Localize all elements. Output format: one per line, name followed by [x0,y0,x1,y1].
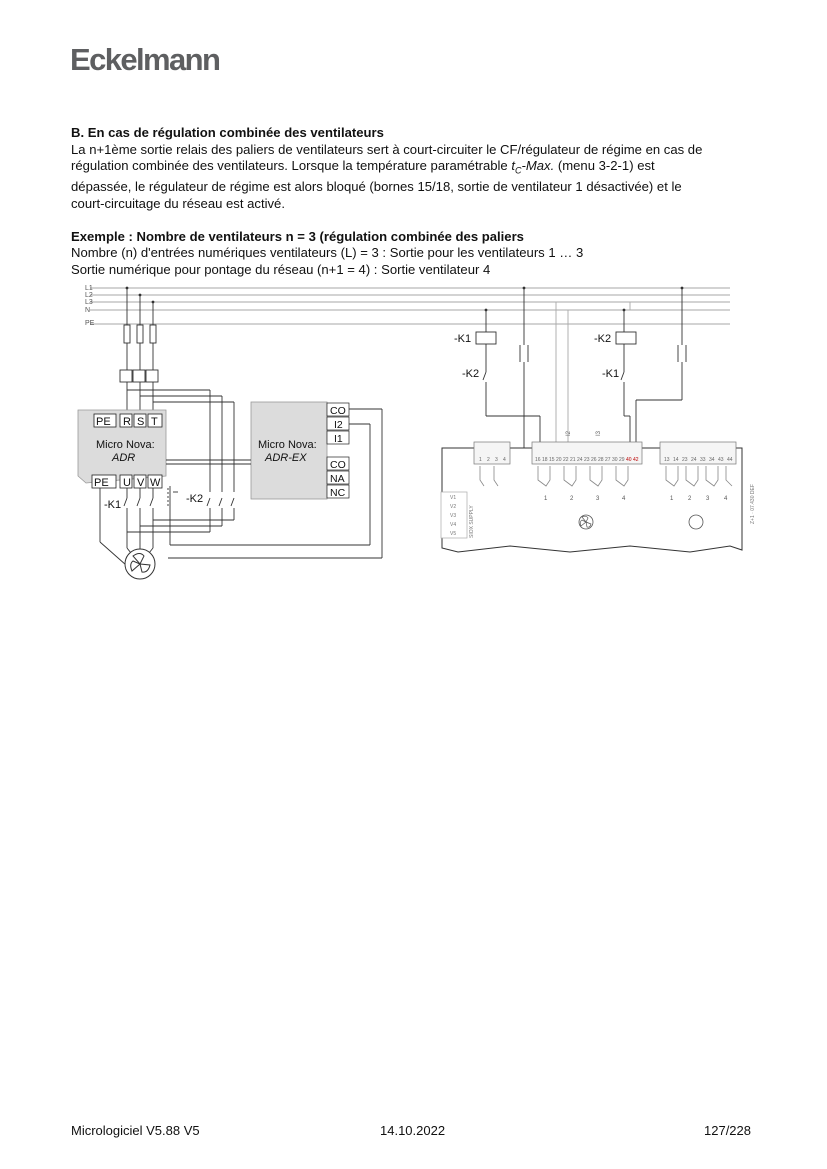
output-number-1: 1 [544,496,548,502]
adrex-model: ADR-EX [265,452,307,464]
eckelmann-logo: Eckelmann [70,42,220,77]
terminal-g1-2: 2 [487,457,490,463]
terminal-g2-18: 18 [542,457,548,463]
terminal-g2-21: 21 [570,457,576,463]
adr-terminal-t: T [151,416,158,428]
output-right-2: 2 [688,496,692,502]
adrex-name: Micro Nova: [258,439,317,451]
adr-terminal-u: U [123,477,131,489]
terminal-g2-23: 23 [584,457,590,463]
terminal-g3-23: 23 [682,457,688,463]
adr-model: ADR [112,452,136,464]
output-right-1: 1 [670,496,674,502]
supply-pin-v5: V5 [450,531,457,537]
supply-pin-v3: V3 [450,513,457,519]
terminal-g1-4: 4 [503,457,506,463]
output-number-2: 2 [570,496,574,502]
terminal-g2-26: 26 [591,457,597,463]
terminal-g2-24: 24 [577,457,583,463]
output-number-3: 3 [596,496,600,502]
adr-name: Micro Nova: [96,439,155,451]
adr-terminal-v: V [137,477,145,489]
terminal-g2-28: 28 [598,457,604,463]
wiring-diagram [70,280,760,590]
example-line-1: Nombre (n) d'entrées numériques ventilateurs (L) = 3 : Sortie pour les ventilateurs 1 … 3 [71,245,584,261]
output-right-4: 4 [724,496,728,502]
param-subscript: C [515,165,522,176]
terminal-g2-20: 20 [556,457,562,463]
terminal-g2-30: 30 [612,457,618,463]
status-circle-icon [689,515,703,529]
supply-pin-v1: V1 [450,495,457,501]
k2-label: -K2 [186,493,204,505]
footer-right: 127/228 [704,1123,751,1138]
adr-terminal-w: W [150,477,161,489]
terminal-g2-22: 22 [563,457,569,463]
k1-label: -K1 [104,499,122,511]
terminal-g2-40: 40 [626,457,632,463]
input-label-i2: I2 [566,430,572,436]
fan-icon [579,515,593,529]
bus-label-pe: PE [85,320,95,327]
adrex-terminal-nc: NC [330,487,346,499]
contact-k1-label: -K1 [602,368,620,380]
terminal-g3-43: 43 [718,457,724,463]
output-number-4: 4 [622,496,626,502]
terminal-g1-3: 3 [495,457,498,463]
input-label-i3: I3 [596,430,602,436]
adrex-terminal-co1: CO [330,405,346,417]
terminal-g3-33: 33 [700,457,706,463]
terminal-g2-15: 15 [549,457,555,463]
adrex-terminal-co2: CO [330,459,346,471]
body-line-2: régulation combinée des ventilateurs. Lorsque la température paramétrable $t_C$-Max. (menu 3-2-1) est [71,158,655,176]
terminal-g3-44: 44 [727,457,733,463]
supply-label: SIOX SUPPLY [469,505,475,538]
bus-label-l2: L2 [85,292,93,299]
adr-terminal-pe: PE [96,416,111,428]
adrex-terminal-i1: I1 [334,433,343,445]
example-title: Exemple : Nombre de ventilateurs n = 3 (régulation combinée des paliers [71,228,524,244]
bus-label-l3: L3 [85,299,93,306]
section-title: B. En cas de régulation combinée des ventilateurs [71,125,384,140]
coil-k2-label: -K2 [594,333,612,345]
example-line-2: Sortie numérique pour pontage du réseau (n+1 = 4) : Sortie ventilateur 4 [71,261,491,277]
bus-label-l1: L1 [85,285,93,292]
terminal-g2-16: 16 [535,457,541,463]
terminal-g2-29: 29 [619,457,625,463]
body-line-3: dépassée, le régulateur de régime est alors bloqué (bornes 15/18, sortie de ventilateur 1 désactivée) et le [71,179,682,195]
adr-terminal-r: R [123,416,131,428]
body-line-4: court-circuitage du réseau est activé. [71,195,285,211]
adr-terminal-s: S [137,416,145,428]
terminal-g1-1: 1 [479,457,482,463]
terminal-g3-24: 24 [691,457,697,463]
adrex-terminal-i2: I2 [334,419,343,431]
supply-pin-v2: V2 [450,504,457,510]
param-symbol: t [511,158,515,174]
contact-k2-label: -K2 [462,368,480,380]
supply-pin-v4: V4 [450,522,457,528]
doc-code: Z+1 · 07.430 DEF [750,484,756,524]
body-line-1: La n+1ème sortie relais des paliers de ventilateurs sert à court-circuiter le CF/régulateur de régime en cas de [71,141,703,157]
output-right-3: 3 [706,496,710,502]
bus-label-n: N [85,307,91,314]
footer-center: 14.10.2022 [380,1123,446,1138]
footer-left: Micrologiciel V5.88 V5 [71,1123,200,1138]
adrex-terminal-na: NA [330,473,345,485]
terminal-g3-13: 13 [664,457,670,463]
terminal-g3-14: 14 [673,457,679,463]
section-content [71,125,761,278]
coil-k1-label: -K1 [454,333,472,345]
terminal-g3-34: 34 [709,457,715,463]
terminal-g2-27: 27 [605,457,611,463]
terminal-g2-42: 42 [633,457,639,463]
adr-terminal-pe-out: PE [94,477,109,489]
